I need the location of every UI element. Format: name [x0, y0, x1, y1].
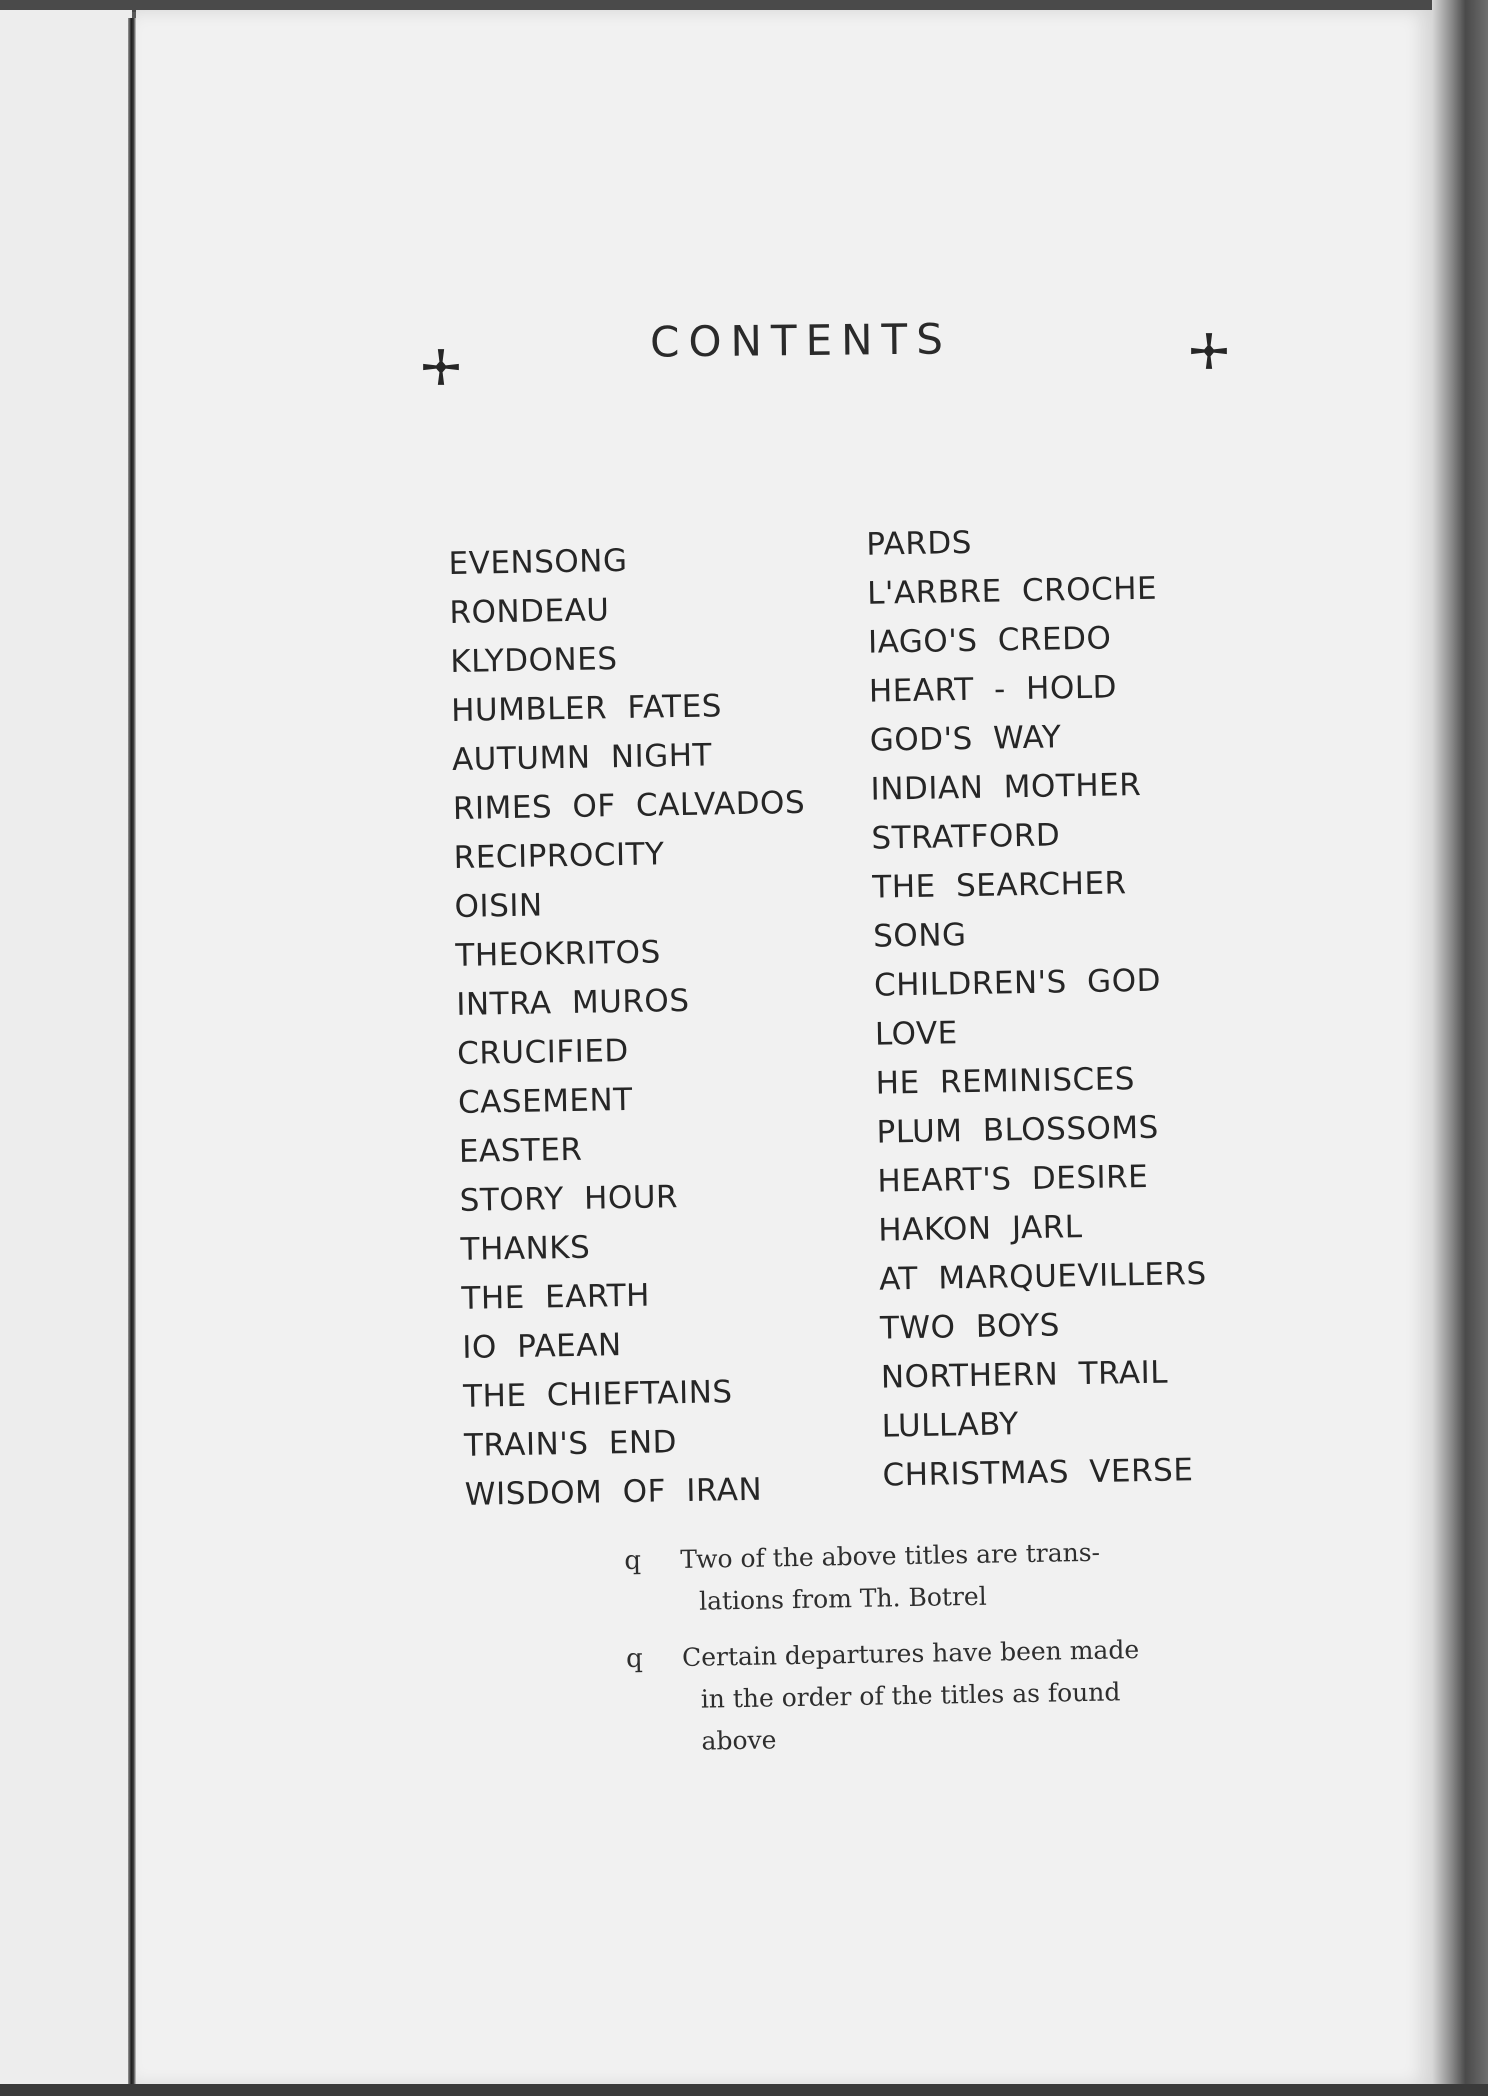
contents-entry: THE EARTH [461, 1277, 651, 1317]
contents-entry: HEART'S DESIRE [877, 1158, 1149, 1200]
cross-pattee-icon [1188, 330, 1230, 372]
contents-entry: IO PAEAN [461, 1327, 622, 1366]
contents-left-column [448, 532, 905, 1520]
contents-entry: LOVE [874, 1015, 959, 1053]
contents-entry: CHILDREN'S GOD [873, 962, 1162, 1004]
contents-entry: AT MARQUEVILLERS [878, 1255, 1207, 1298]
contents-entry: HE REMINISCES [875, 1061, 1136, 1102]
contents-entry: RONDEAU [449, 592, 610, 631]
contents-entry: HUMBLER FATES [450, 688, 723, 729]
contents-page [136, 10, 1432, 2086]
contents-entry: EASTER [458, 1131, 583, 1170]
contents-right-column [866, 513, 1323, 1501]
contents-entry: TRAIN'S END [463, 1424, 678, 1464]
contents-heading [136, 310, 1432, 390]
contents-entry: THE SEARCHER [872, 865, 1127, 906]
contents-entry: INTRA MUROS [456, 982, 690, 1023]
contents-entry: L'ARBRE CROCHE [866, 570, 1158, 612]
footnote-line: Two of the above titles are trans- [680, 1537, 1101, 1575]
facing-page [0, 10, 132, 2086]
paragraph-mark-icon: q [625, 1643, 643, 1674]
contents-entry: GOD'S WAY [869, 719, 1062, 759]
contents-entry: KLYDONES [450, 641, 618, 680]
contents-entry: HEART - HOLD [868, 669, 1118, 710]
contents-entry: RECIPROCITY [453, 836, 665, 876]
contents-entry: THE CHIEFTAINS [462, 1374, 733, 1415]
cross-pattee-icon [420, 346, 462, 388]
contents-entry: HAKON JARL [878, 1209, 1083, 1249]
contents-entry: RIMES OF CALVADOS [452, 784, 806, 827]
contents-entry: CRUCIFIED [456, 1032, 630, 1072]
contents-entry: INDIAN MOTHER [870, 766, 1142, 808]
contents-entry: THANKS [460, 1229, 591, 1268]
binding-gutter [128, 18, 136, 2084]
contents-entry: EVENSONG [448, 542, 628, 582]
footnote [626, 1629, 1148, 1764]
paragraph-mark-icon: q [624, 1545, 642, 1576]
contents-entry: TWO BOYS [879, 1307, 1061, 1347]
contents-entry: LULLABY [881, 1406, 1019, 1445]
contents-entry: AUTUMN NIGHT [451, 737, 713, 778]
footnote [624, 1531, 1145, 1624]
contents-entry: PARDS [866, 524, 973, 563]
table-of-contents [448, 511, 1425, 1518]
footnotes [624, 1531, 1148, 1778]
contents-entry: PLUM BLOSSOMS [876, 1109, 1160, 1151]
contents-entry: OISIN [454, 887, 543, 925]
page-title: CONTENTS [649, 314, 953, 367]
contents-entry: WISDOM OF IRAN [464, 1471, 763, 1513]
footnote-line: lations from Th. Botrel [698, 1581, 987, 1616]
contents-entry: THEOKRITOS [455, 934, 662, 974]
page-stack-edge [1432, 0, 1488, 2096]
contents-entry: STRATFORD [871, 817, 1061, 857]
contents-entry: STORY HOUR [459, 1179, 679, 1219]
footnote-line: Certain departures have been made [681, 1635, 1140, 1673]
contents-entry: CASEMENT [457, 1081, 633, 1121]
scan-bottom-edge [0, 2084, 1488, 2096]
contents-entry: CHRISTMAS VERSE [882, 1452, 1194, 1494]
contents-entry: IAGO'S CREDO [867, 620, 1112, 661]
footnote-line: in the order of the titles as found [700, 1677, 1121, 1714]
footnote-line: above [701, 1725, 777, 1756]
contents-entry: NORTHERN TRAIL [880, 1354, 1169, 1396]
contents-entry: SONG [872, 917, 967, 955]
